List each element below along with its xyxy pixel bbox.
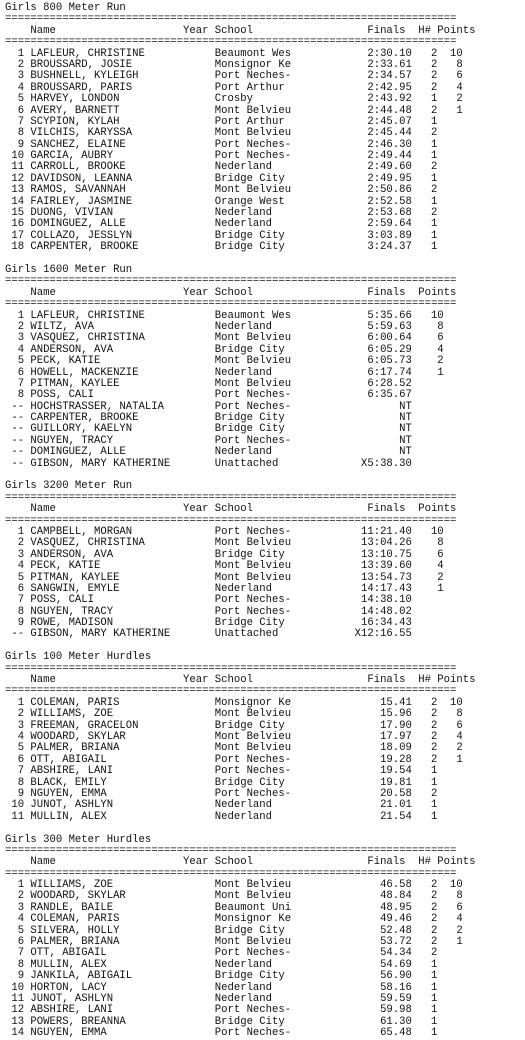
result-row: 8 VILCHIS, KARYSSA Mont Belvieu 2:45.44 2	[5, 127, 438, 140]
event-title: Girls 300 Meter Hurdles	[5, 833, 152, 846]
result-row: 4 ANDERSON, AVA Bridge City 6:05.29 4	[5, 343, 444, 356]
rule-equals: =======================================================================	[5, 662, 457, 675]
result-row: 2 WILTZ, AVA Nederland 5:59.63 8	[5, 320, 444, 333]
result-row: 3 FREEMAN, GRACELON Bridge City 17.90 2 6	[5, 719, 463, 732]
rule-equals: =======================================================================	[5, 685, 457, 698]
result-row: 13 RAMOS, SAVANNAH Mont Belvieu 2:50.86 2	[5, 184, 438, 197]
column-header: Name Year School Finals H# Points	[5, 856, 476, 869]
result-row: 1 COLEMAN, PARIS Monsignor Ke 15.41 2 10	[5, 696, 463, 709]
result-row: 9 SANCHEZ, ELAINE Port Neches- 2:46.30 1	[5, 138, 438, 151]
result-row: 18 CARPENTER, BROOKE Bridge City 3:24.37 1	[5, 241, 438, 254]
column-header: Name Year School Finals H# Points	[5, 674, 476, 687]
result-row: 11 JUNOT, ASHLYN Nederland 59.59 1	[5, 992, 438, 1005]
result-row: 11 MULLIN, ALEX Nederland 21.54 1	[5, 810, 438, 823]
result-row: 1 WILLIAMS, ZOE Mont Belvieu 46.58 2 10	[5, 879, 463, 892]
result-row: 8 MULLIN, ALEX Nederland 54.69 1	[5, 958, 438, 971]
result-row: 6 OTT, ABIGAIL Port Neches- 19.28 2 1	[5, 753, 463, 766]
rule-equals: =======================================================================	[5, 36, 457, 49]
result-row: 2 WOODARD, SKYLAR Mont Belvieu 48.84 2 8	[5, 890, 463, 903]
event-title: Girls 800 Meter Run	[5, 2, 126, 14]
result-row: 7 ABSHIRE, LANI Port Neches- 19.54 1	[5, 765, 438, 778]
result-row: 2 WILLIAMS, ZOE Mont Belvieu 15.96 2 8	[5, 708, 463, 721]
result-row: 4 WOODARD, SKYLAR Mont Belvieu 17.97 2 4	[5, 731, 463, 743]
rule-equals: =======================================================================	[5, 275, 457, 288]
result-row: -- DOMINGUEZ, ALLE Nederland NT	[5, 446, 412, 459]
result-row: 12 DAVIDSON, LEANNA Bridge City 2:49.95 1	[5, 172, 438, 185]
result-row: 7 PITMAN, KAYLEE Mont Belvieu 6:28.52	[5, 377, 412, 390]
result-row: 9 NGUYEN, EMMA Port Neches- 20.58 2	[5, 787, 438, 800]
rule-equals: =======================================================================	[5, 491, 457, 504]
column-header: Name Year School Finals Points	[5, 286, 457, 299]
event-title: Girls 3200 Meter Run	[5, 480, 133, 493]
result-row: 10 JUNOT, ASHLYN Nederland 21.01 1	[5, 799, 438, 812]
section-gap	[5, 823, 525, 834]
rule-equals: =======================================================================	[5, 867, 457, 880]
event-title: Girls 100 Meter Hurdles	[5, 651, 152, 664]
result-row: -- CARPENTER, BROOKE Bridge City NT	[5, 412, 412, 425]
result-row: 1 CAMPBELL, MORGAN Port Neches- 11:21.40 10	[5, 525, 444, 538]
result-row: 15 DUONG, VIVIAN Nederland 2:53.68 2	[5, 207, 438, 220]
result-row: 9 ROWE, MADISON Bridge City 16:34.43	[5, 617, 412, 630]
result-row: -- GIBSON, MARY KATHERINE Unattached X5:38.30	[5, 457, 412, 470]
rule-equals: =======================================================================	[5, 13, 457, 26]
result-row: 13 POWERS, BREANNA Bridge City 61.30 1	[5, 1015, 438, 1028]
result-row: 10 HORTON, LACY Nederland 58.16 1	[5, 981, 438, 994]
result-row: 3 BUSHNELL, KYLEIGH Port Neches- 2:34.57 2 6	[5, 70, 463, 83]
result-row: 6 SANGWIN, EMYLE Nederland 14:17.43 1	[5, 582, 444, 595]
result-row: 14 FAIRLEY, JASMINE Orange West 2:52.58 1	[5, 195, 438, 208]
event-section	[5, 265, 525, 481]
rule-equals: =======================================================================	[5, 514, 457, 527]
rule-equals: =======================================================================	[5, 298, 457, 311]
result-row: 10 GARCIA, AUBRY Port Neches- 2:49.44 1	[5, 150, 438, 163]
result-row: -- GIBSON, MARY KATHERINE Unattached X12:16.55	[5, 628, 412, 641]
event-title: Girls 1600 Meter Run	[5, 263, 133, 276]
result-row: 3 ANDERSON, AVA Bridge City 13:10.75 6	[5, 548, 444, 561]
result-row: 6 HOWELL, MACKENZIE Nederland 6:17.74 1	[5, 366, 444, 379]
result-row: 3 VASQUEZ, CHRISTINA Mont Belvieu 6:00.64 6	[5, 332, 444, 345]
result-row: 9 JANKILA, ABIGAIL Bridge City 56.90 1	[5, 970, 438, 983]
result-row: 6 AVERY, BARNETT Mont Belvieu 2:44.48 2 1	[5, 104, 463, 117]
result-row: 8 BLACK, EMILY Bridge City 19.81 1	[5, 776, 438, 789]
result-row: 14 NGUYEN, EMMA Port Neches- 65.48 1	[5, 1027, 438, 1040]
column-header: Name Year School Finals H# Points	[5, 24, 476, 37]
column-header: Name Year School Finals Points	[5, 503, 457, 516]
result-row: 7 OTT, ABIGAIL Port Neches- 54.34 2	[5, 947, 438, 960]
event-section	[5, 481, 525, 652]
result-row: 5 SILVERA, HOLLY Bridge City 52.48 2 2	[5, 924, 463, 937]
result-row: 4 PECK, KATIE Mont Belvieu 13:39.60 4	[5, 560, 444, 573]
result-row: -- HOCHSTRASSER, NATALIA Port Neches- NT	[5, 400, 412, 413]
result-row: 4 BROUSSARD, PARIS Port Arthur 2:42.95 2 4	[5, 81, 463, 94]
result-row: 2 VASQUEZ, CHRISTINA Mont Belvieu 13:04.26 8	[5, 537, 444, 550]
result-row: 16 DOMINGUEZ, ALLE Nederland 2:59.64 1	[5, 218, 438, 231]
event-section	[5, 652, 525, 834]
result-row: 2 BROUSSARD, JOSIE Monsignor Ke 2:33.61 2 8	[5, 58, 463, 71]
result-row: -- GUILLORY, KAELYN Bridge City NT	[5, 423, 412, 436]
result-row: 12 ABSHIRE, LANI Port Neches- 59.98 1	[5, 1004, 438, 1017]
result-row: 1 LAFLEUR, CHRISTINE Beaumont Wes 5:35.66 10	[5, 309, 444, 322]
result-row: 7 POSS, CALI Port Neches- 14:38.10	[5, 594, 412, 607]
result-row: 5 PECK, KATIE Mont Belvieu 6:05.73 2	[5, 355, 444, 368]
result-row: 6 PALMER, BRIANA Mont Belvieu 53.72 2 1	[5, 936, 463, 949]
result-row: 5 PITMAN, KAYLEE Mont Belvieu 13:54.73 2	[5, 571, 444, 584]
result-row: 7 SCYPION, KYLAH Port Arthur 2:45.07 1	[5, 115, 438, 128]
result-row: 3 RANDLE, BAILE Beaumont Uni 48.95 2 6	[5, 901, 463, 914]
event-section	[5, 835, 525, 1040]
result-row: 17 COLLAZO, JESSLYN Bridge City 3:03.89 1	[5, 229, 438, 242]
event-section	[5, 3, 525, 265]
result-row: 5 HARVEY, LONDON Crosby 2:43.92 1 2	[5, 93, 463, 106]
result-row: -- NGUYEN, TRACY Port Neches- NT	[5, 434, 412, 447]
result-row: 5 PALMER, BRIANA Mont Belvieu 18.09 2 2	[5, 742, 463, 755]
rule-equals: =======================================================================	[5, 844, 457, 857]
result-row: 1 LAFLEUR, CHRISTINE Beaumont Wes 2:30.10 2 10	[5, 47, 463, 60]
result-row: 8 NGUYEN, TRACY Port Neches- 14:48.02	[5, 605, 412, 618]
result-row: 4 COLEMAN, PARIS Monsignor Ke 49.46 2 4	[5, 913, 463, 926]
result-row: 8 POSS, CALI Port Neches- 6:35.67	[5, 389, 412, 402]
result-row: 11 CARROLL, BROOKE Nederland 2:49.60 2	[5, 161, 438, 174]
